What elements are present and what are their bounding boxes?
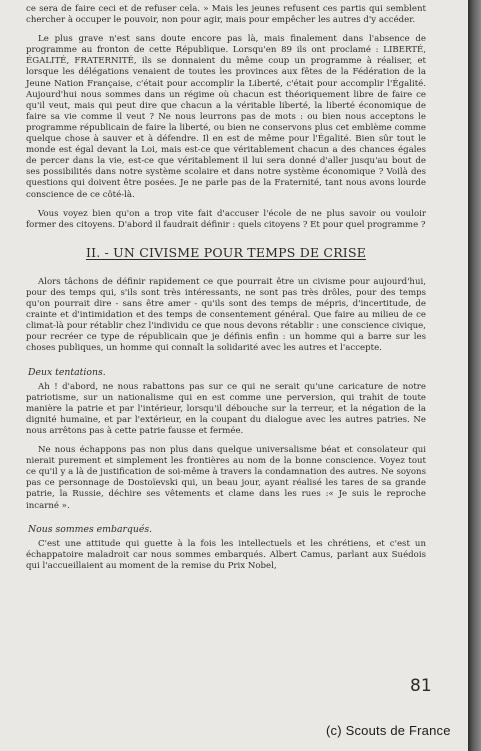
- paragraph: Le plus grave n'est sans doute encore pas là, mais finalement dans l'absence de programme au fronton de cette République. Lorsqu'en 89 ils ont proclamé : LIBERTÉ, ÉGALITÉ, FRATERNITÉ, ils se donnaient du même coup un programme à réaliser, et lorsque les délégations venaient de toutes les provinces aux fêtes de la Fédération de la Jeune Nation Française, c'était pour accomplir la Liberté, c'était pour accomplir l'Égalité. Aujourd'hui nous sommes dans un régime où chacun est théoriquement libre de faire ce qu'il veut, mais qui peut dire que chacun a la véritable liberté, la liberté économique de faire sa vie comme il veut ? Ne nous leurrons pas de mots : ou bien nous acceptons le programme républicain de faire la liberté, ou bien ne conservons plus cet emblème comme quelque chose à sauver et à défendre. Il en est de même pour l'Égalité. Bien sûr tout le monde est égal devant la Loi, mais est-ce que véritablement chacun a des chances égales de percer dans la vie, est-ce que véritablement il lui sera donné d'aller jusqu'au bout de ses possibilités dans notre système scolaire et dans notre système économique ? Voilà des questions qui doivent être posées. Je ne parle pas de la Fraternité, tant nous avons lourde conscience de ce côté-là.: [26, 34, 426, 200]
- paragraph: Vous voyez bien qu'on a trop vite fait d'accuser l'école de ne plus savoir ou vouloir former des citoyens. D'abord il faudrait définir : quels citoyens ? Et pour quel programme ?: [26, 208, 426, 230]
- section-title: II. - UN CIVISME POUR TEMPS DE CRISE: [85, 244, 367, 260]
- page-binding-edge: [468, 0, 481, 751]
- paragraph: Alors tâchons de définir rapidement ce que pourrait être un civisme pour aujourd'hui, pour des temps qui, s'ils sont très intéressants, ne sont pas très drôles, pour des temps qu'on pourrait dire - sans être amer - qu'ils sont des temps de mépris, d'incertitude, de crainte et d'intimidation et des temps de consentement général. Que faire au milieu de ce climat-là pour rétablir chez l'individu ce que nous devons rétablir : une conscience civique, pour recréer ce type de républicain que je définis enfin : un homme qui a barre sur les choses publiques, un homme qui connaît la solidarité avec les autres et l'accepte.: [26, 276, 426, 354]
- page-number: 81: [410, 676, 432, 696]
- copyright-notice: (c) Scouts de France: [326, 723, 451, 738]
- page-text: [26, 4, 426, 572]
- subsection-title: Nous sommes embarqués.: [28, 523, 153, 535]
- section-heading: [26, 244, 426, 261]
- subsection-title: Deux tentations.: [28, 366, 106, 378]
- paragraph: Ah ! d'abord, ne nous rabattons pas sur ce qui ne serait qu'une caricature de notre patriotisme, sur un nationalisme qui en est comme une perversion, qui trahit de toute manière la patrie et par l'intérieur, lorsqu'il débouche sur la terreur, et la négation de la dignité humaine, et par l'extérieur, en la coupant du dialogue avec les autres patries. Ne nous arrêtons pas à cette patrie fausse et fermée.: [26, 381, 426, 436]
- paragraph: ce sera de faire ceci et de refuser cela. » Mais les jeunes refusent ces partis qui semblent chercher à occuper le pouvoir, non pour agir, mais pour empêcher les autres d'y accéder.: [26, 4, 426, 26]
- paragraph: Ne nous échappons pas non plus dans quelque universalisme béat et consolateur qui nierait purement et simplement les frontières au nom de la bonne conscience. Voyez tout ce qu'il y a là de justification de soi-même à travers la condamnation des autres. Ne soyons pas ce personnage de Dostoïevski qui, un beau jour, ayant réalisé les tares de sa grande patrie, la Russie, déchire ses vêtements et clame dans les rues :« Je suis le reproche incarné ».: [26, 445, 426, 511]
- paragraph: C'est une attitude qui guette à la fois les intellectuels et les chrétiens, et c'est un échappatoire maladroit car nous sommes embarqués. Albert Camus, parlant aux Suédois qui l'accueillaient au moment de la remise du Prix Nobel,: [26, 538, 426, 571]
